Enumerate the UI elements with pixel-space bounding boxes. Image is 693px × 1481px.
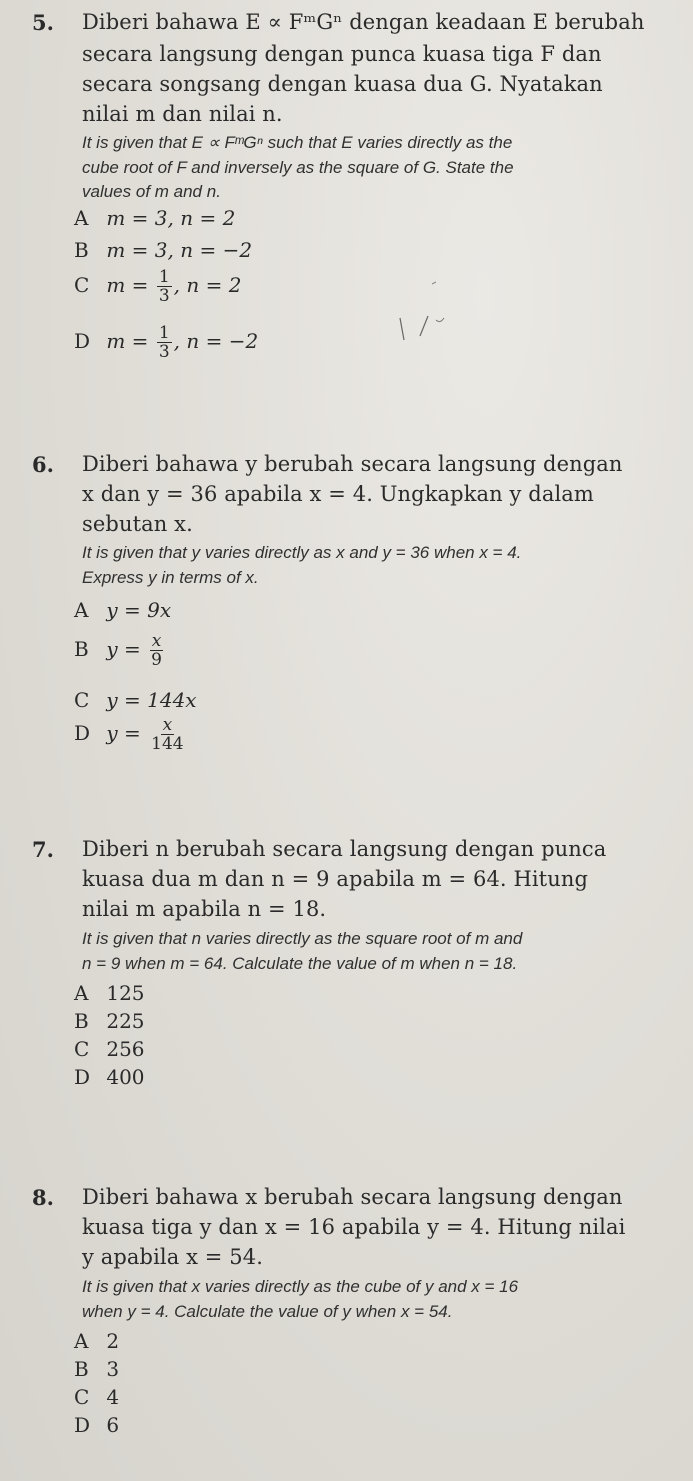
- malay-line: kuasa tiga y dan x = 16 apabila y = 4. Hitung nilai: [82, 1215, 626, 1239]
- option-label: D: [74, 1065, 91, 1089]
- pencil-marks: [360, 280, 480, 370]
- malay-line: Diberi bahawa E ∝ FᵐGⁿ dengan keadaan E berubah: [82, 10, 645, 34]
- numerator: 1: [158, 323, 170, 343]
- denominator: 144: [151, 734, 184, 754]
- question-number: 8.: [32, 1185, 54, 1210]
- option-d[interactable]: [74, 1413, 119, 1437]
- option-c[interactable]: [74, 1037, 145, 1061]
- denominator: 9: [151, 650, 162, 670]
- option-text: 125: [106, 981, 145, 1005]
- english-line: Express y in terms of x.: [82, 568, 259, 587]
- fraction: [157, 324, 172, 361]
- malay-line: sebutan x.: [82, 512, 193, 536]
- fraction: [149, 632, 164, 669]
- option-suffix: , n = 2: [173, 273, 242, 297]
- numerator: x: [151, 631, 162, 651]
- option-c[interactable]: [74, 268, 241, 305]
- option-text: y = 144x: [106, 688, 197, 712]
- question-number: 5.: [32, 10, 54, 35]
- option-prefix: y =: [106, 721, 141, 745]
- pencil-stroke: [432, 282, 436, 284]
- option-text: 6: [106, 1413, 120, 1437]
- question-7: [32, 837, 672, 1117]
- option-prefix: m =: [106, 329, 149, 353]
- denominator: 3: [158, 342, 170, 362]
- malay-line: Diberi bahawa y berubah secara langsung dengan: [82, 452, 623, 476]
- english-line: values of m and n.: [82, 182, 221, 201]
- option-text: 2: [106, 1329, 120, 1353]
- option-b[interactable]: [74, 1009, 145, 1033]
- english-line: n = 9 when m = 64. Calculate the value of m when n = 18.: [82, 954, 518, 973]
- malay-line: nilai m dan nilai n.: [82, 102, 283, 126]
- question-number: 7.: [32, 837, 54, 862]
- english-line: It is given that n varies directly as the square root of m and: [82, 929, 523, 948]
- option-label: C: [74, 273, 90, 297]
- option-d[interactable]: [74, 324, 258, 361]
- malay-line: secara langsung dengan punca kuasa tiga F dan: [82, 42, 602, 66]
- numerator: x: [162, 715, 173, 735]
- english-line: when y = 4. Calculate the value of y when x = 54.: [82, 1302, 453, 1321]
- option-text: m = 3, n = 2: [106, 206, 236, 230]
- fraction: [157, 268, 172, 305]
- option-b[interactable]: [74, 632, 166, 669]
- option-label: D: [74, 1413, 91, 1437]
- option-label: A: [74, 1329, 89, 1353]
- option-a[interactable]: [74, 206, 235, 230]
- pencil-stroke: [400, 318, 404, 340]
- malay-line: y apabila x = 54.: [82, 1245, 263, 1269]
- option-label: D: [74, 329, 91, 353]
- question-5: [32, 6, 672, 376]
- malay-line: secara songsang dengan kuasa dua G. Nyatakan: [82, 72, 603, 96]
- option-text: 256: [106, 1037, 145, 1061]
- option-text: 225: [106, 1009, 145, 1033]
- malay-line: x dan y = 36 apabila x = 4. Ungkapkan y dalam: [82, 482, 594, 506]
- option-label: D: [74, 721, 91, 745]
- option-a[interactable]: [74, 1329, 119, 1353]
- option-label: C: [74, 1385, 90, 1409]
- option-prefix: y =: [106, 637, 141, 661]
- option-label: C: [74, 688, 90, 712]
- option-label: C: [74, 1037, 90, 1061]
- denominator: 3: [158, 286, 170, 306]
- option-label: A: [74, 598, 89, 622]
- english-line: cube root of F and inversely as the square of G. State the: [82, 158, 514, 177]
- question-number: 6.: [32, 452, 54, 477]
- option-text: 4: [106, 1385, 120, 1409]
- fraction: [149, 716, 185, 753]
- english-line: It is given that E ∝ FᵐGⁿ such that E varies directly as the: [82, 133, 513, 152]
- option-c[interactable]: [74, 688, 197, 712]
- option-text: y = 9x: [106, 598, 172, 622]
- malay-line: Diberi bahawa x berubah secara langsung dengan: [82, 1185, 623, 1209]
- option-label: A: [74, 981, 89, 1005]
- option-a[interactable]: [74, 981, 145, 1005]
- option-d[interactable]: [74, 716, 188, 753]
- option-b[interactable]: [74, 238, 252, 262]
- option-label: B: [74, 637, 89, 661]
- english-line: It is given that x varies directly as the cube of y and x = 16: [82, 1277, 519, 1296]
- option-c[interactable]: [74, 1385, 119, 1409]
- option-label: B: [74, 1009, 89, 1033]
- option-label: B: [74, 238, 89, 262]
- option-prefix: m =: [106, 273, 149, 297]
- malay-line: nilai m apabila n = 18.: [82, 897, 327, 921]
- question-8: [32, 1185, 672, 1465]
- option-text: m = 3, n = −2: [106, 238, 253, 262]
- english-line: It is given that y varies directly as x and y = 36 when x = 4.: [82, 543, 522, 562]
- option-suffix: , n = −2: [173, 329, 259, 353]
- option-b[interactable]: [74, 1357, 119, 1381]
- option-text: 3: [106, 1357, 120, 1381]
- option-label: A: [74, 206, 89, 230]
- numerator: 1: [158, 267, 170, 287]
- option-a[interactable]: [74, 598, 171, 622]
- pencil-stroke: [420, 316, 428, 336]
- pencil-stroke: [436, 318, 444, 322]
- malay-line: Diberi n berubah secara langsung dengan punca: [82, 837, 607, 861]
- question-6: [32, 452, 672, 772]
- option-text: 400: [106, 1065, 145, 1089]
- malay-line: kuasa dua m dan n = 9 apabila m = 64. Hitung: [82, 867, 589, 891]
- option-label: B: [74, 1357, 89, 1381]
- option-d[interactable]: [74, 1065, 145, 1089]
